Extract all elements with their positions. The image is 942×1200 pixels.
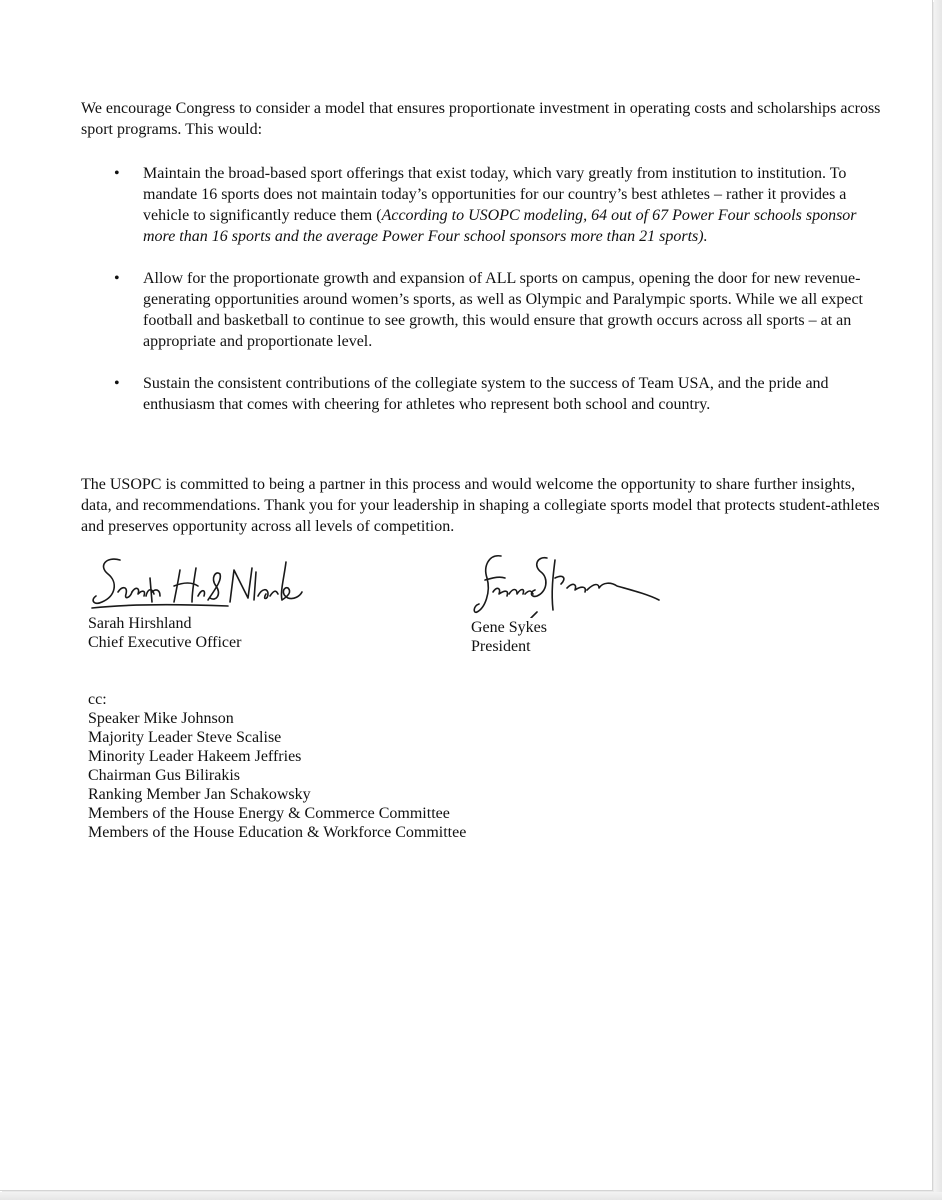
signatory-name: Sarah Hirshland: [88, 615, 192, 632]
bullet-item-3: [110, 373, 890, 415]
signature-block-hirshland: [88, 552, 388, 652]
bullet-item-1: [110, 163, 890, 247]
signatory-title: Chief Executive Officer: [88, 634, 242, 651]
page-edge-shadow-right: [934, 0, 942, 1200]
handwritten-signature-sykes: [471, 548, 671, 618]
bullet-italic-text: According to USOPC modeling, 64 out of 67 Power Four schools sponsor more than 16 sports and the average Power Four school sponsors more than 21 sports).: [143, 207, 857, 245]
cc-recipient: Majority Leader Steve Scalise: [88, 729, 282, 746]
signatory-name: Gene Sykes: [471, 619, 547, 636]
signatory-title: President: [471, 638, 531, 655]
bullet-list: [110, 163, 890, 436]
cc-recipient: Minority Leader Hakeem Jeffries: [88, 748, 302, 765]
cc-recipient: Members of the House Energy & Commerce Committee: [88, 805, 450, 822]
cc-recipient: Ranking Member Jan Schakowsky: [88, 786, 311, 803]
bullet-icon: •: [114, 165, 120, 182]
cc-label: cc:: [88, 691, 107, 708]
intro-paragraph: We encourage Congress to consider a model that ensures proportionate investment in operating costs and scholarships across sport programs. This would:: [81, 100, 881, 138]
bullet-icon: •: [114, 270, 120, 287]
signature-block-sykes: [471, 548, 771, 656]
bullet-text: Maintain the broad-based sport offerings that exist today, which vary greatly from institution to institution. To mandate 16 sports does not maintain today’s opportunities for our country’s best athletes – rather it provides a vehicle to significantly reduce them (: [143, 165, 847, 224]
bullet-item-2: [110, 268, 890, 352]
page-edge-shadow-bottom: [0, 1192, 942, 1200]
handwritten-signature-hirshland: [88, 552, 308, 614]
closing-paragraph: The USOPC is committed to being a partner in this process and would welcome the opportunity to share further insights, data, and recommendations. Thank you for your leadership in shaping a collegiate sports model that protects student-athletes and preserves opportunity across all levels of competition.: [81, 476, 880, 535]
bullet-text: Sustain the consistent contributions of the collegiate system to the success of Team USA, and the pride and enthusiasm that comes with cheering for athletes who represent both school and country.: [143, 375, 829, 413]
cc-recipient: Chairman Gus Bilirakis: [88, 767, 240, 784]
bullet-icon: •: [114, 375, 120, 392]
cc-block: [88, 690, 688, 842]
bullet-text: Allow for the proportionate growth and expansion of ALL sports on campus, opening the door for new revenue-generating opportunities around women’s sports, as well as Olympic and Paralympic sports. While we all expect football and basketball to continue to see growth, this would ensure that growth occurs across all sports – at an appropriate and proportionate level.: [143, 270, 863, 350]
cc-recipient: Members of the House Education & Workforce Committee: [88, 824, 467, 841]
cc-recipient: Speaker Mike Johnson: [88, 710, 234, 727]
